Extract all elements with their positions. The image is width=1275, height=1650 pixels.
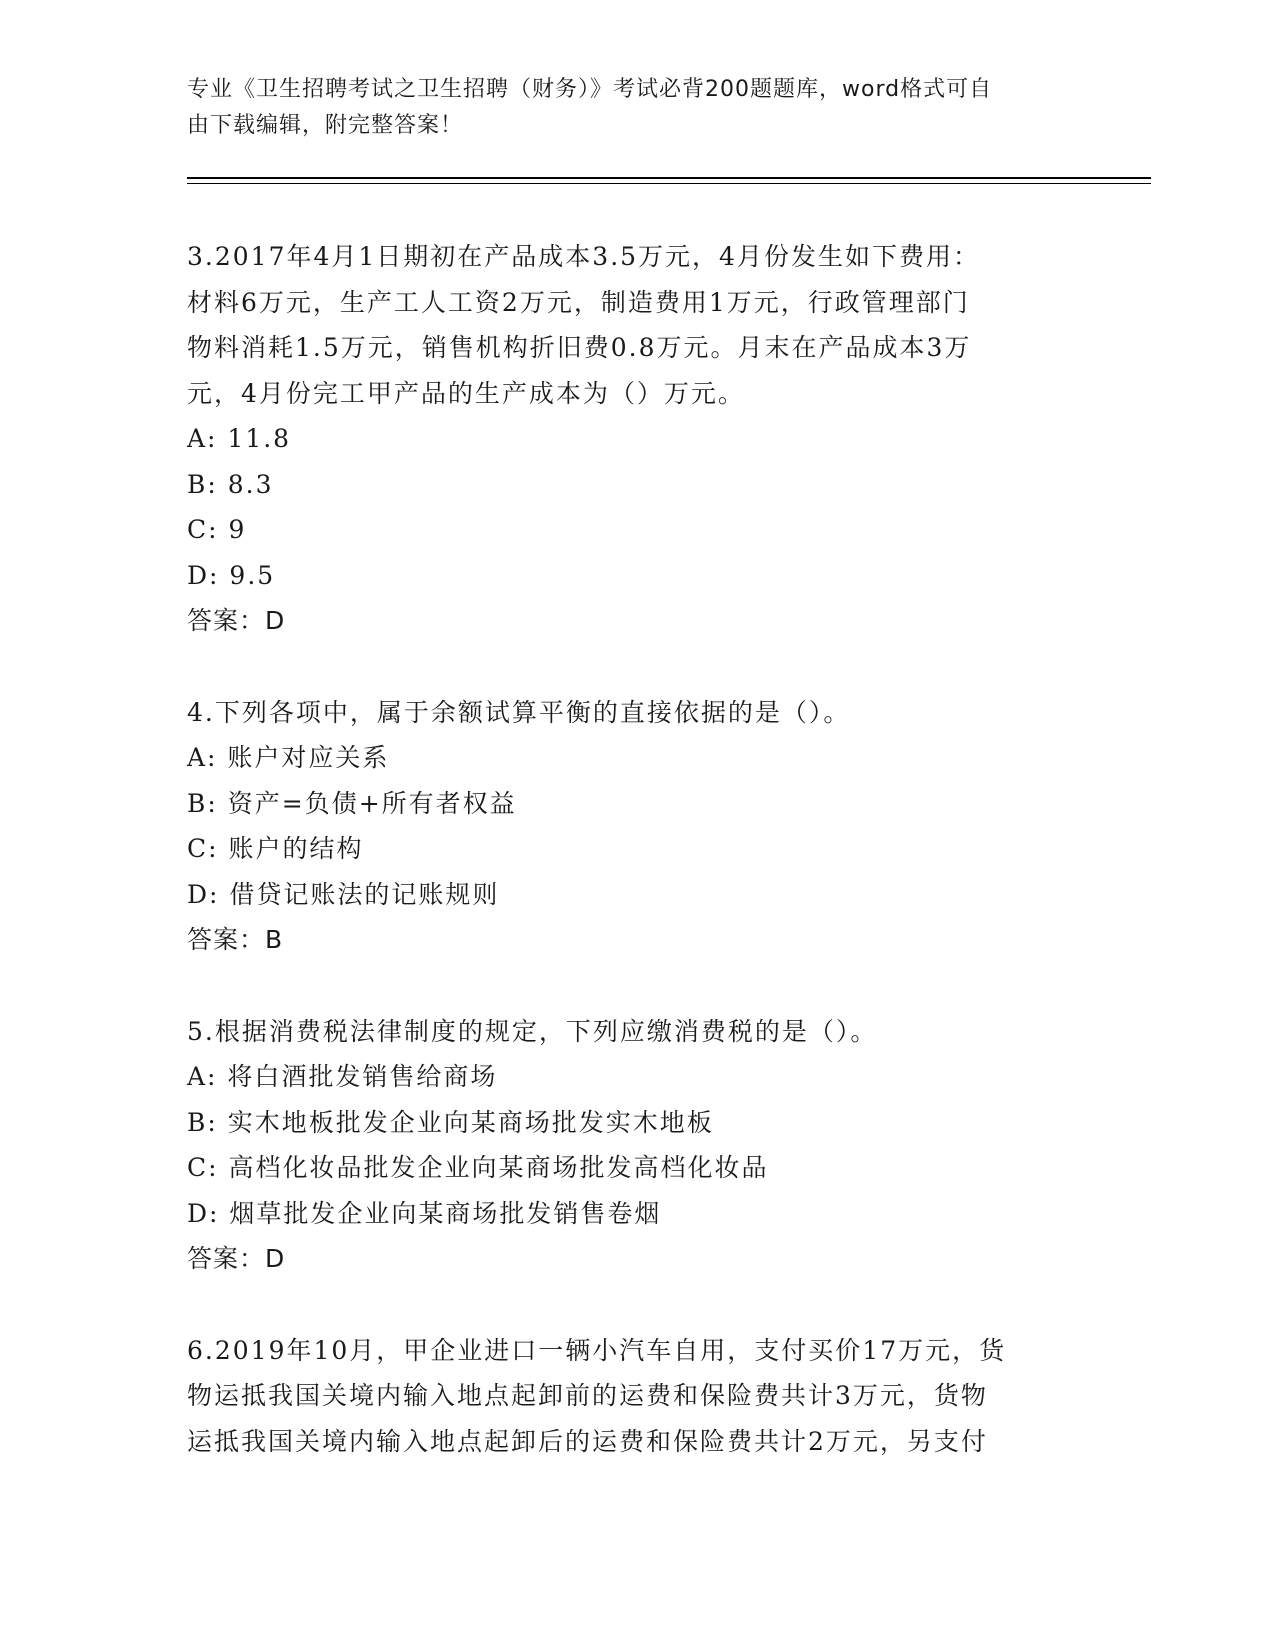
document-header [187,72,1067,144]
option-a: A: 将白酒批发销售给商场 [187,1062,498,1091]
header-line-2: 由下载编辑，附完整答案！ [187,113,464,138]
question-3 [187,234,1067,644]
stem-line: 元，4月份完工甲产品的生产成本为（）万元。 [187,378,745,408]
question-list [187,234,1067,1464]
question-stem [187,1009,1067,1055]
option-d: D: 烟草批发企业向某商场批发销售卷烟 [187,1198,662,1228]
header-line-1: 专业《卫生招聘考试之卫生招聘（财务）》考试必背200题题库，word格式可自 [187,77,993,102]
question-4 [187,690,1067,963]
answer: 答案：D [187,1244,286,1273]
option-b: B: 实木地板批发企业向某商场批发实木地板 [187,1107,714,1137]
option-a: A: 账户对应关系 [187,743,390,772]
question-5 [187,1009,1067,1282]
question-stem [187,1328,1067,1465]
stem-line: 材料6万元，生产工人工资2万元，制造费用1万元，行政管理部门 [187,287,970,317]
question-stem [187,690,1067,736]
option-a: A: 11.8 [187,424,292,453]
option-c: C: 9 [187,515,247,544]
option-b: B: 8.3 [187,469,274,499]
stem-line: 5.根据消费税法律制度的规定，下列应缴消费税的是（）。 [187,1016,878,1046]
option-c: C: 账户的结构 [187,834,364,863]
question-stem [187,234,1067,416]
stem-line: 运抵我国关境内输入地点起卸后的运费和保险费共计2万元，另支付 [187,1426,988,1456]
answer: 答案：B [187,925,284,954]
answer: 答案：D [187,606,286,635]
stem-line: 4.下列各项中，属于余额试算平衡的直接依据的是（）。 [187,697,851,727]
stem-line: 物运抵我国关境内输入地点起卸前的运费和保险费共计3万元，货物 [187,1381,988,1410]
option-d: D: 借贷记账法的记账规则 [187,879,500,909]
option-d: D: 9.5 [187,560,276,590]
stem-line: 6.2019年10月，甲企业进口一辆小汽车自用，支付买价17万元，货 [187,1335,1007,1365]
header-rule-thin [187,183,1151,184]
stem-line: 物料消耗1.5万元，销售机构折旧费0.8万元。月末在产品成本3万 [187,333,972,362]
option-b: B: 资产=负债+所有者权益 [187,788,517,818]
stem-line: 3.2017年4月1日期初在产品成本3.5万元，4月份发生如下费用： [187,242,980,271]
header-rule-thick [187,177,1151,179]
option-c: C: 高档化妆品批发企业向某商场批发高档化妆品 [187,1153,769,1182]
question-6 [187,1328,1067,1465]
